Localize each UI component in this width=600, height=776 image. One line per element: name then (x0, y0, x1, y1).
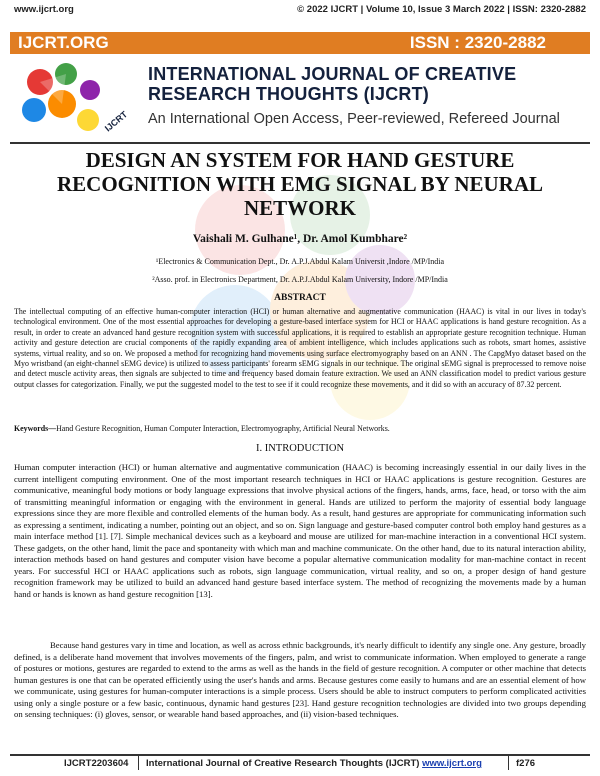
intro-paragraph-1: Human computer interaction (HCI) or human alternative and augmentative communication (HAAC) is becoming increasingly essential in our daily lives in the current intelligent computing environment. One of the most important research techniques in HCI or HAAC applications is gesture recognition. Gestures are communicative, meaningful body motions or body language expressions that involve physical actions of the fingers, hands, arms, face, head, or torso with the aim of transmitting meaningful information or engaging with the environment in general. Hands are utilized to perform the majority of essential body language expressions since they are more flexible and controlled elements of the human body. As a result, hand gestures are appropriate for communicating information such as expressing a sentiment, indicating a number, pointing out an object, and so on. Sign language and gesture-based computer control both employ hand gestures as a main interface method [1]. [7]. Simple mechanical devices such as a keyboard and mouse are utilized for man-machine interaction in a conventional HCI system. These gadgets, on the other hand, limit the pace and spontaneity with which man and machine communicate. On the other hand, due to its natural interaction ability, interaction methods based on hand gestures and computer vision have become a popular alternative communication modality for man-machine contact in recent years. For successful HCI or HAAC applications such as robots, sign language communication, virtual reality, and so on, a proper design of hand gesture recognition framework may be utilized to build an advanced hand gesture based interface system. The method of recognizing the movements made by a human hand or hands is known as hand gesture recognition [13]. (14, 462, 586, 599)
intro-paragraph-2: Because hand gestures vary in time and location, as well as across ethnic backgrounds, it's nearly difficult to identify any single one. Any gesture, broadly defined, is a deliberate hand movement that involves movements of the fingers, palm, and wrist to communicate information. When employed to generate a range of postures or motions, gestures are regarded to extend to the arms as well as the hands in the field of gesture recognition. A computer or other machine that detects human gestures is one that can be operated efficiently using the user's hands and arms. Because gestures come easily to humans and are an essential element of how we communicate, using gestures for human-computer interactions is a simple process. Users should be able to instruct computers to perform complicated activities using only a single posture or a few basic, continuous, dynamic hand gestures [23]. Hand gesture recognition technologies are divided into two groups depending on sensing techniques: (i) gloves, sensor, or wearable hand based approaches, and (ii) vision-based techniques. (14, 640, 586, 719)
abstract-heading: ABSTRACT (274, 293, 326, 303)
keywords-text: Hand Gesture Recognition, Human Computer Interaction, Electromyography, Artificial Neural Networks. (56, 424, 390, 433)
journal-banner (10, 32, 590, 54)
footer-separator (138, 756, 139, 770)
footer-divider (10, 754, 590, 756)
banner-issn: ISSN : 2320-2882 (409, 33, 546, 52)
journal-logo-icon (18, 60, 142, 140)
page-number: f276 (516, 758, 536, 769)
site-url[interactable]: www.ijcrt.org (14, 4, 74, 15)
header-divider (10, 142, 590, 144)
running-header (14, 4, 586, 18)
section-heading: I. INTRODUCTION (255, 443, 345, 454)
paper-id: IJCRT2203604 (64, 758, 129, 769)
logo-text: IJCRT (102, 109, 130, 134)
journal-title: INTERNATIONAL JOURNAL OF CREATIVE RESEARCH THOUGHTS (IJCRT) (148, 64, 517, 104)
journal-subtitle: An International Open Access, Peer-reviewed, Refereed Journal (148, 111, 560, 127)
banner-site: IJCRT.ORG (18, 33, 109, 52)
paper-authors: Vaishali M. Gulhane¹, Dr. Amol Kumbhare² (192, 233, 408, 245)
issue-info: © 2022 IJCRT | Volume 10, Issue 3 March 2022 | ISSN: 2320-2882 (297, 4, 586, 15)
affiliation-1: ¹Electronics & Communication Dept., Dr. A.P.J.Abdul Kalam Universit ,Indore /MP/India (155, 257, 445, 266)
footer-journal-name: International Journal of Creative Research Thoughts (IJCRT) (146, 758, 420, 769)
page-footer (0, 758, 600, 772)
keywords (14, 424, 586, 434)
abstract-text: The intellectual computing of an effective human-computer interaction (HCI) or human alternative and augmentative communication (HAAC) is vital in our lives in today's technological environment. One of the most essential approaches for developing a gesture-based interface system for HCI or HAAC applications is hand gesture recognition. As a result, in order to create an advanced hand gesture recognition system with successful applications, it is required to establish an appropriate gesture recognition technique. Human activity and gesture detection are crucial components of the rapidly expanding area of ambient intelligence, which includes applications such as robots, smart homes, assistive systems, virtual reality, and so on. We proposed a method for recognizing hand movements using surface electromyography based on an ANN . The CapgMyo dataset based on the Myo wristband (an eight-channel sEMG device) is utilized to assess participants' forearm sEMG signals in our technique. The original sEMG signal is preprocessed to remove noise and detect muscle activity areas, then signals are subjected to time and frequency based domain feature extraction. We used an ANN classification model to predict various gesture output classes for categorization. Finally, we put the suggested model to the test to see if it could recognize these movements, and it did so with an accuracy of 87.32 percent. (14, 307, 586, 389)
footer-journal-link[interactable]: www.ijcrt.org (422, 758, 482, 769)
affiliation-2: ²Asso. prof. in Electronics Department, Dr. A.P.J.Abdul Kalam University, Indore /MP/India (152, 275, 448, 284)
footer-journal (146, 758, 482, 769)
paper-title: DESIGN AN SYSTEM FOR HAND GESTURE RECOGNITION WITH EMG SIGNAL BY NEURAL NETWORK (56, 148, 543, 220)
keywords-label: Keywords— (14, 424, 57, 433)
footer-separator (508, 756, 509, 770)
